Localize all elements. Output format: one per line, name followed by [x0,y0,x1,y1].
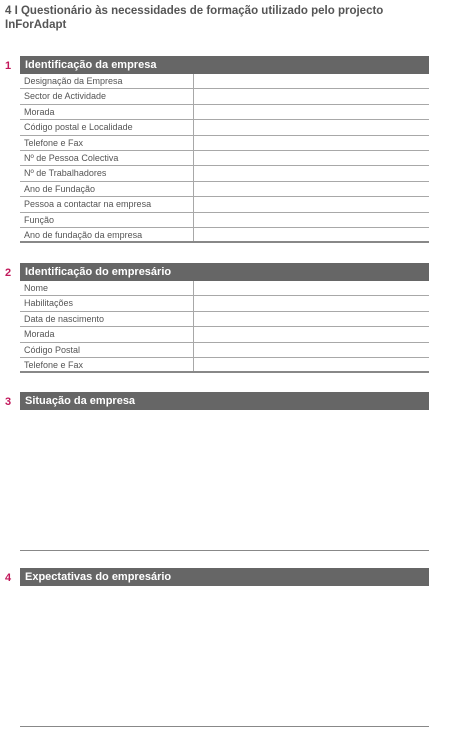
section-4-heading: Expectativas do empresário [20,568,429,586]
field-label: Nome [20,281,194,295]
form-row [20,312,429,327]
section-4-answer-area[interactable] [20,586,429,726]
field-label: Designação da Empresa [20,74,194,88]
field-value[interactable] [194,358,429,371]
form-row [20,358,429,373]
field-value[interactable] [194,327,429,341]
field-label: Ano de fundação da empresa [20,228,194,241]
section-1-heading: Identificação da empresa [20,56,429,74]
form-row [20,296,429,311]
field-value[interactable] [194,136,429,150]
field-label: Morada [20,327,194,341]
section-1-form-table [20,74,429,243]
field-label: Nº de Trabalhadores [20,166,194,180]
field-value[interactable] [194,151,429,165]
form-row [20,74,429,89]
field-label: Código postal e Localidade [20,120,194,134]
field-label: Telefone e Fax [20,358,194,371]
field-label: Data de nascimento [20,312,194,326]
section-3-bottom-rule [20,550,429,551]
field-value[interactable] [194,74,429,88]
field-value[interactable] [194,281,429,295]
form-row [20,120,429,135]
section-2-heading: Identificação do empresário [20,263,429,281]
form-row [20,151,429,166]
form-row [20,136,429,151]
field-label: Morada [20,105,194,119]
field-label: Pessoa a contactar na empresa [20,197,194,211]
field-value[interactable] [194,343,429,357]
form-row [20,343,429,358]
field-value[interactable] [194,182,429,196]
form-row [20,89,429,104]
field-label: Ano de Fundação [20,182,194,196]
field-value[interactable] [194,197,429,211]
field-label: Nº de Pessoa Colectiva [20,151,194,165]
section-4-bottom-rule [20,726,429,727]
form-row [20,166,429,181]
section-1-number: 1 [5,60,12,72]
form-row [20,281,429,296]
section-4-number: 4 [5,572,12,584]
field-value[interactable] [194,120,429,134]
section-3-heading: Situação da empresa [20,392,429,410]
section-3-number: 3 [5,396,12,408]
document-title: 4 I Questionário às necessidades de formação utilizado pelo projecto InForAdapt [5,5,384,31]
field-value[interactable] [194,105,429,119]
field-value[interactable] [194,213,429,227]
form-row [20,182,429,197]
field-label: Habilitações [20,296,194,310]
section-3-answer-area[interactable] [20,410,429,550]
section-2-number: 2 [5,267,12,279]
field-label: Código Postal [20,343,194,357]
field-value[interactable] [194,166,429,180]
form-row [20,213,429,228]
field-label: Telefone e Fax [20,136,194,150]
field-label: Função [20,213,194,227]
field-label: Sector de Actividade [20,89,194,103]
field-value[interactable] [194,296,429,310]
form-row [20,105,429,120]
form-row [20,228,429,243]
form-row [20,197,429,212]
form-row [20,327,429,342]
field-value[interactable] [194,89,429,103]
field-value[interactable] [194,228,429,241]
section-2-form-table [20,281,429,373]
field-value[interactable] [194,312,429,326]
